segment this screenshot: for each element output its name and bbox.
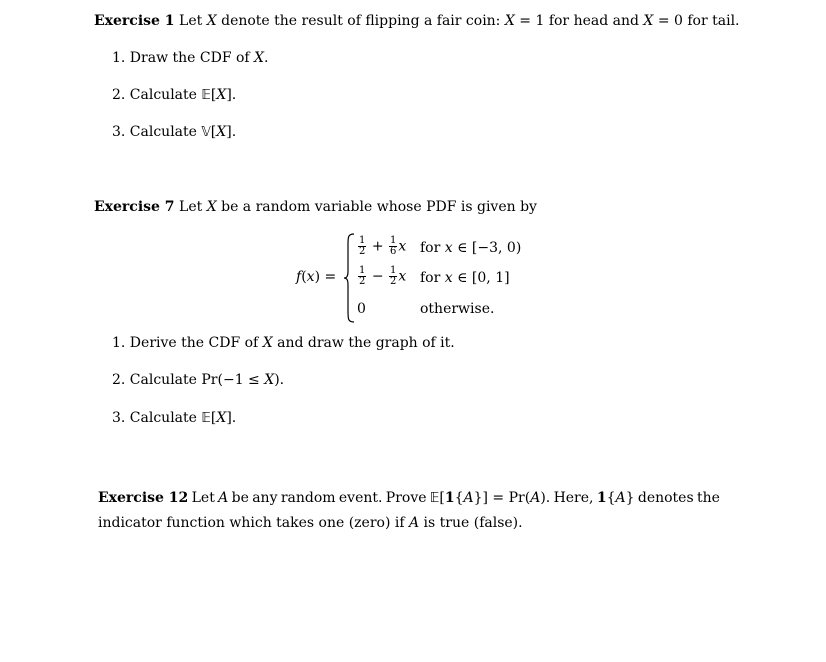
exercise-7-heading — [94, 199, 537, 215]
exercise-1-text: Let X denote the result of flipping a fair coin: X = 1 for head and X = 0 for tail. — [179, 13, 740, 29]
exercise-7-item-3: 3. Calculate 𝔼[X]. — [112, 410, 237, 426]
pdf-case-1-condition: for x ∈ [−3, 0) — [420, 240, 522, 256]
pdf-case-3-condition: otherwise. — [420, 301, 495, 317]
exercise-1-item-1: 1. Draw the CDF of X. — [112, 50, 269, 66]
exercise-7-item-1: 1. Derive the CDF of X and draw the graph of it. — [112, 335, 455, 351]
piecewise-brace — [343, 233, 355, 323]
exercise-7-text: Let X be a random variable whose PDF is given by — [179, 199, 537, 215]
pdf-case-2-expr: $\frac{1}{2}$ − $\frac{1}{2}$ x — [359, 265, 407, 287]
pdf-lhs: f(x) = — [296, 269, 337, 285]
exercise-12-line-2: indicator function which takes one (zero) if A is true (false). — [98, 515, 523, 531]
exercise-12-line-1: Exercise 12 Let A be any random event. Prove 𝔼[1{A}] = Pr(A). Here, 1{A} denotes the — [98, 486, 720, 511]
pdf-case-2-condition: for x ∈ [0, 1] — [420, 270, 510, 286]
exercise-1-item-3: 3. Calculate 𝕍[X]. — [112, 124, 237, 140]
exercise-1-label: Exercise 1 — [94, 13, 175, 29]
exercise-7-item-2: 2. Calculate Pr(−1 ≤ X). — [112, 372, 285, 388]
exercise-12-label: Exercise 12 — [98, 490, 189, 506]
pdf-case-1-expr: $\frac{1}{2}$ + $\frac{1}{6}$ x — [359, 235, 407, 257]
pdf-case-3-expr: 0 — [357, 301, 366, 317]
exercise-7-label: Exercise 7 — [94, 199, 175, 215]
exercise-1-item-2: 2. Calculate 𝔼[X]. — [112, 87, 237, 103]
exercise-1-heading — [94, 13, 740, 29]
exercise-12-block — [98, 486, 720, 536]
